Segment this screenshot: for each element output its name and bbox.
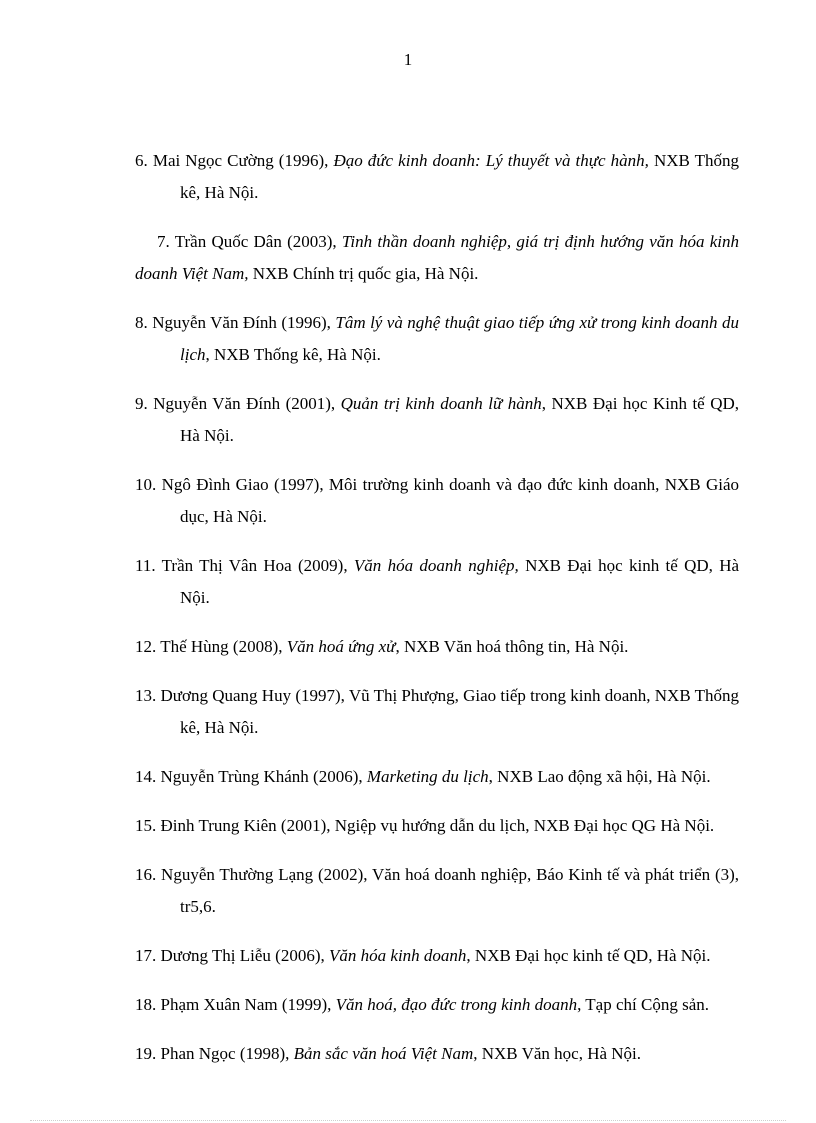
reference-item — [135, 307, 739, 371]
reference-list — [135, 128, 739, 1087]
ref-publisher: NXB Chính trị quốc gia, Hà Nội. — [252, 264, 479, 283]
reference-item — [135, 631, 739, 663]
ref-number: 14. — [135, 767, 157, 786]
ref-author: Nguyễn Văn Đính (1996), — [152, 313, 331, 332]
ref-publisher: , Tạp chí Cộng sản. — [577, 995, 710, 1014]
ref-publisher: , NXB Văn học, Hà Nội. — [473, 1044, 642, 1063]
reference-item — [135, 680, 739, 744]
ref-number: 18. — [135, 995, 157, 1014]
reference-item — [135, 940, 739, 972]
ref-author: Nguyễn Trùng Khánh (2006), — [160, 767, 363, 786]
ref-author: Trần Quốc Dân (2003), — [174, 232, 337, 251]
ref-publisher: NXB Thống kê, Hà Nội. — [180, 686, 740, 737]
ref-author: Nguyễn Thường Lạng (2002), Văn hoá doanh nghiệp, Báo Kinh tế và phát — [161, 865, 675, 884]
page-number: 1 — [403, 50, 413, 69]
ref-number: 13. — [135, 686, 157, 705]
ref-title: Văn hóa kinh doanh — [329, 946, 467, 965]
ref-number: 7. — [157, 232, 170, 251]
reference-item — [135, 1038, 739, 1070]
ref-title: Marketing du lịch — [366, 767, 489, 786]
reference-item — [135, 469, 739, 533]
ref-publisher: , NXB Đại học Kinh tế QD, Hà Nội. — [180, 394, 740, 445]
ref-author: Ngô Đình Giao (1997), Môi trường kinh doanh và đạo đức kinh doanh, — [161, 475, 660, 494]
ref-publisher: , NXB Thống kê, Hà Nội. — [205, 345, 381, 364]
ref-author: Phạm Xuân Nam (1999), — [160, 995, 332, 1014]
ref-author: Trần Thị Vân Hoa (2009), — [161, 556, 348, 575]
ref-author: Dương Thị Liễu (2006), — [160, 946, 325, 965]
ref-title: Bản sắc văn hoá Việt Nam — [293, 1044, 474, 1063]
ref-author: Thế Hùng (2008), — [160, 637, 283, 656]
ref-author: Dương Quang Huy (1997), Vũ Thị Phượng, Giao tiếp trong kinh doanh, — [160, 686, 651, 705]
ref-number: 17. — [135, 946, 157, 965]
ref-title: Văn hoá, đạo đức trong kinh doanh — [335, 995, 578, 1014]
ref-number: 11. — [135, 556, 156, 575]
page-bottom-divider — [30, 1120, 786, 1121]
ref-number: 10. — [135, 475, 157, 494]
ref-author: Mai Ngọc Cường (1996), — [152, 151, 329, 170]
reference-item — [135, 761, 739, 793]
ref-publisher: , NXB Lao động xã hội, Hà Nội. — [488, 767, 711, 786]
reference-item — [135, 810, 739, 842]
ref-publisher: NXB Giáo dục, Hà Nội. — [180, 475, 739, 526]
ref-title: Quản trị kinh doanh lữ hành — [340, 394, 542, 413]
ref-publisher: NXB Đại học kinh tế QD, Hà Nội. — [180, 556, 740, 607]
reference-item — [135, 226, 739, 290]
ref-title: Tâm lý và nghệ thuật giao tiếp ứng xử trong kinh doanh du lịch — [180, 313, 740, 364]
reference-item — [135, 550, 739, 614]
ref-author: Nguyễn Văn Đính (2001), — [153, 394, 336, 413]
reference-item — [135, 388, 739, 452]
ref-publisher: triển (3), tr5,6. — [180, 865, 740, 916]
ref-publisher: , NXB Đại học kinh tế QD, Hà Nội. — [466, 946, 711, 965]
ref-author: Phan Ngọc (1998), — [160, 1044, 290, 1063]
ref-publisher: , NXB Văn hoá thông tin, Hà Nội. — [395, 637, 629, 656]
reference-item — [135, 145, 739, 209]
ref-title: Tinh thần doanh nghiệp, giá trị định hướng văn hóa kinh doanh Việt Nam, — [135, 232, 740, 283]
ref-number: 6. — [135, 151, 148, 170]
ref-publisher: NXB Thống kê, Hà Nội. — [180, 151, 740, 202]
reference-item — [135, 859, 739, 923]
ref-number: 15. — [135, 816, 157, 835]
ref-number: 9. — [135, 394, 148, 413]
ref-number: 12. — [135, 637, 157, 656]
ref-author: Đinh Trung Kiên (2001), Ngiệp vụ hướng dẫn du lịch, NXB Đại học QG — [160, 816, 657, 835]
ref-number: 8. — [135, 313, 148, 332]
ref-number: 19. — [135, 1044, 157, 1063]
ref-title: Đạo đức kinh doanh: Lý thuyết và thực hành, — [333, 151, 649, 170]
reference-item — [135, 989, 739, 1021]
ref-number: 16. — [135, 865, 157, 884]
ref-publisher: Hà Nội. — [660, 816, 715, 835]
ref-title: Văn hoá ứng xử — [286, 637, 396, 656]
ref-title: Văn hóa doanh nghiệp, — [353, 556, 519, 575]
